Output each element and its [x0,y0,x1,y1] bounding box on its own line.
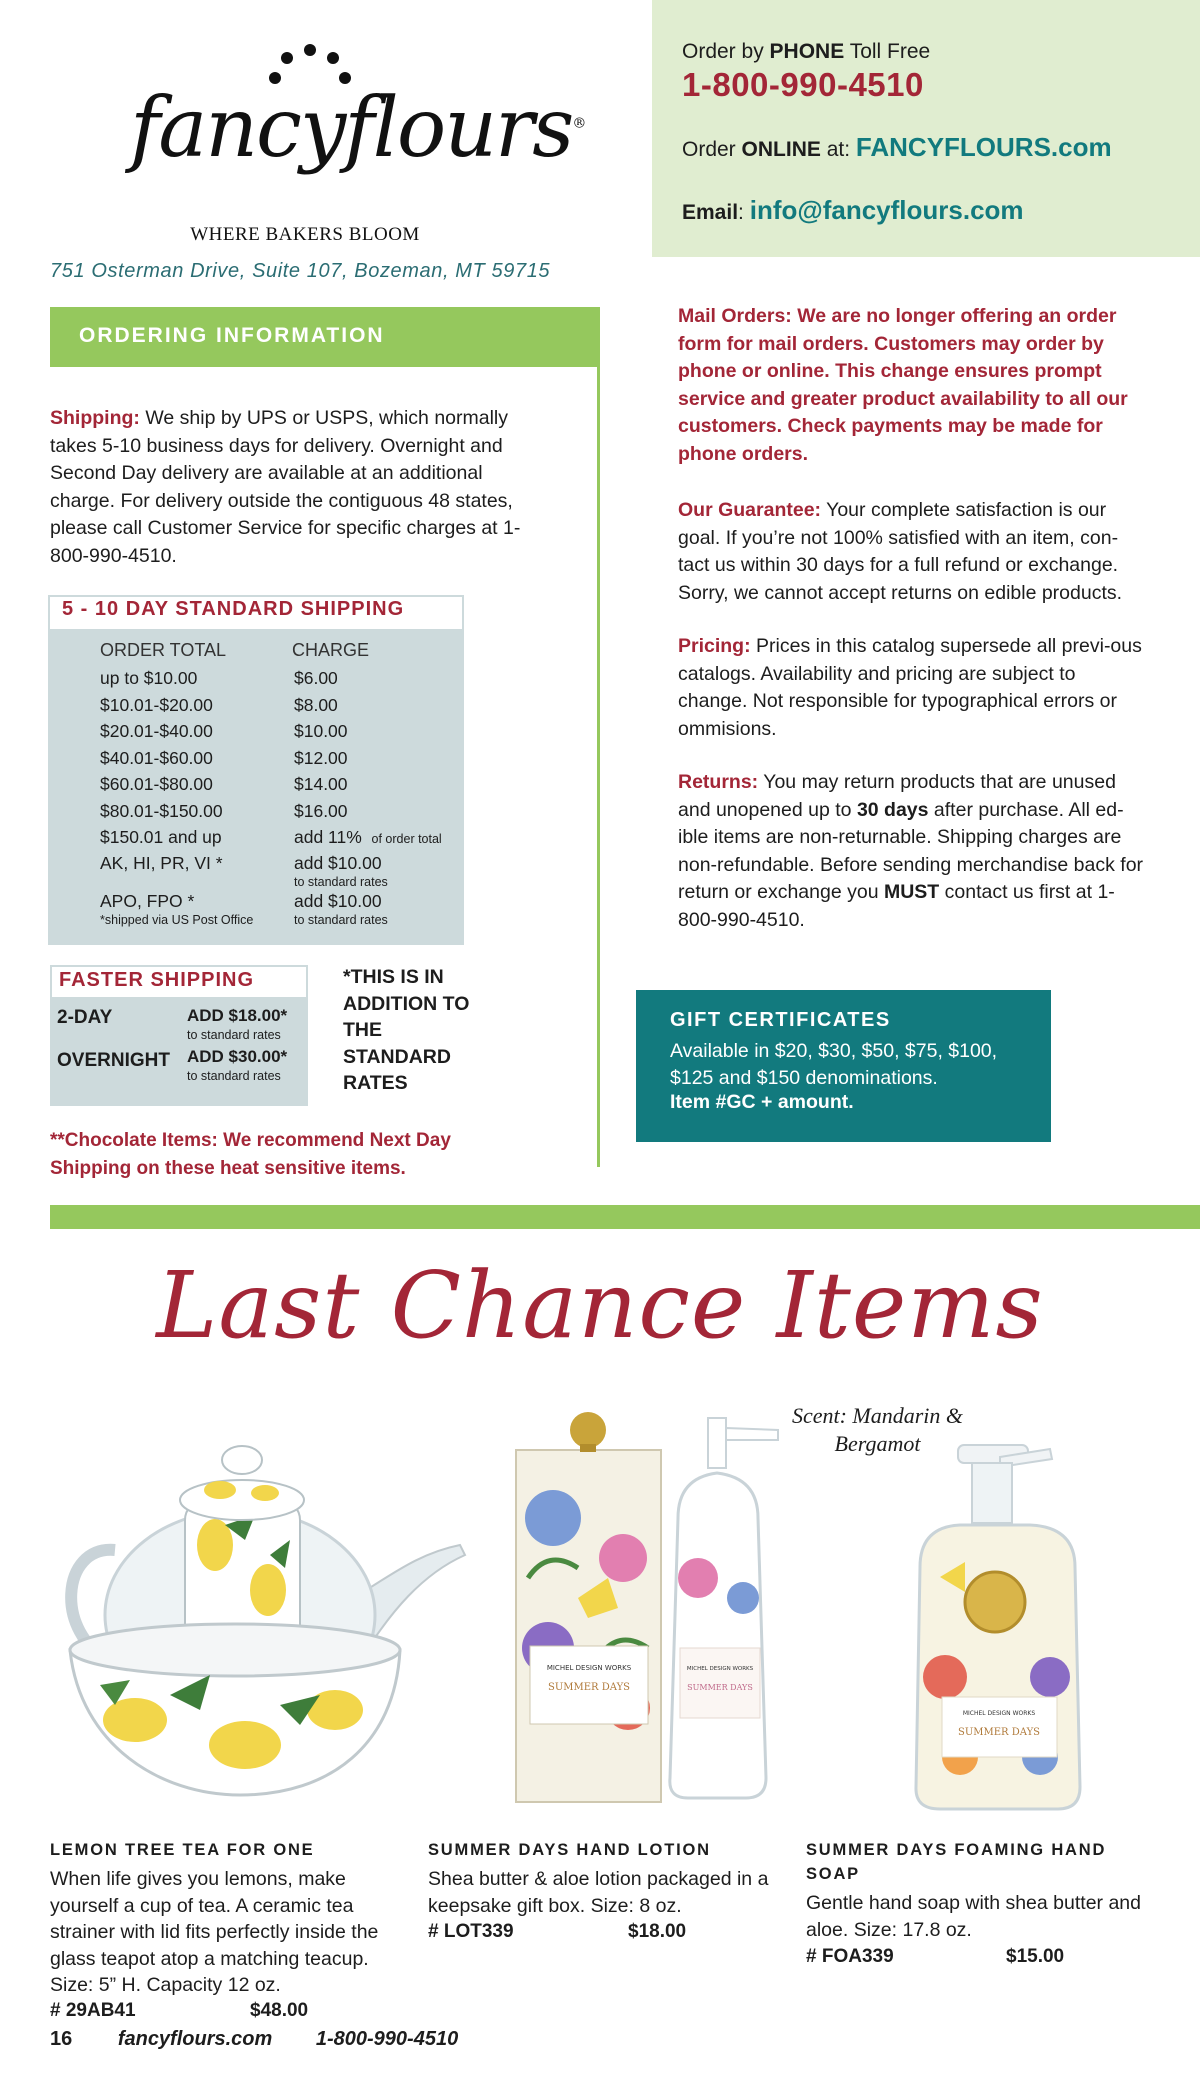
product-title[interactable]: LEMON TREE TEA FOR ONE [50,1841,315,1859]
email-line [682,195,1024,226]
standard-shipping-title: 5 - 10 DAY STANDARD SHIPPING [62,598,405,620]
order-total-cell: $20.01-$40.00 [100,721,213,741]
guarantee-paragraph [678,497,1148,607]
order-by-phone-line [682,40,930,64]
order-by-text: Order by [682,40,764,63]
charge-header: CHARGE [292,640,370,660]
returns-text-b: after purchase. All ed-ible items are non-returnable. Shipping charges are non-refundable. Before sending merchandise back for return or exchange you [678,798,1144,903]
charge-cell: add $10.00 [294,853,382,873]
product-price: $15.00 [1006,1946,1065,1967]
charge-cell: $12.00 [294,747,348,768]
box-label-line: SUMMER DAYS [547,1682,631,1693]
charge-note: to standard rates [294,875,388,889]
overnight-note: to standard rates [187,1069,281,1083]
order-total-cell: $10.01-$20.00 [100,694,213,715]
order-total-cell: $60.01-$80.00 [100,774,213,794]
bottle-label-brand: MICHEL DESIGN WORKS [686,1666,754,1672]
contact-phone[interactable]: 1-800-990-4510 [682,66,924,103]
toll-free-text: Toll Free [849,40,931,63]
chocolate-note: **Chocolate Items: We recommend Next Day Shipping on these heat sensitive items. [50,1130,451,1179]
order-total-header: ORDER TOTAL [100,640,227,660]
pricing-label: Pricing: [678,635,751,657]
scent-note: Scent: Mandarin & Bergamot [791,1403,964,1456]
hand-lotion-image[interactable] [508,1408,818,1808]
returns-paragraph [678,769,1148,934]
at-text: at: [826,138,851,161]
product-sku: # 29AB41 [50,2000,136,2021]
two-day-value: ADD $18.00* [187,1006,288,1025]
product-description: When life gives you lemons, make yourself a cup of tea. A ceramic tea strainer with lid fits perfectly inside the glass teapot atop a matching teacup. Size: 5” H. Capacity 12 oz. [50,1868,379,1996]
product-sku: # LOT339 [428,1921,514,1942]
footer-phone[interactable]: 1-800-990-4510 [315,2028,459,2050]
order-word: Order [682,138,736,161]
charge-cell [294,827,442,848]
shipping-label: Shipping: [50,407,140,429]
total-note: *shipped via US Post Office [100,913,254,927]
returns-label: Returns: [678,771,759,793]
website-link[interactable]: FANCYFLOURS.com [855,132,1112,162]
brand-name: fancyflours [130,81,573,176]
charge-cell: $6.00 [294,668,338,688]
email-link[interactable]: info@fancyflours.com [749,195,1024,225]
returns-text-a: You may return products that are unused and unopened up to [678,771,1116,821]
overnight-label: OVERNIGHT [57,1050,170,1071]
product-title[interactable]: SUMMER DAYS HAND LOTION [428,1841,711,1859]
online-label: ONLINE [741,138,821,161]
two-day-note: to standard rates [187,1028,281,1042]
phone-label: PHONE [769,40,845,63]
charge-cell: $14.00 [294,774,348,794]
product-description: Shea butter & aloe lotion packaged in a keepsake gift box. Size: 8 oz. [428,1868,769,1917]
pricing-paragraph [678,633,1148,743]
guarantee-label: Our Guarantee: [678,499,822,521]
gift-title: GIFT CERTIFICATES [670,1009,891,1031]
page-number: 16 [50,2028,73,2050]
charge-cell: $8.00 [294,694,338,715]
shipping-text: We ship by UPS or USPS, which normally takes 5-10 business days for delivery. Overnight and Second Day delivery are available at an additional charge. For delivery outside the contiguous 48 states, please call Customer Service for specific charges at 1-800-990-4510. [50,407,521,567]
lemon-tea-set-image[interactable] [40,1405,480,1800]
soap-label-line: SUMMER DAYS [957,1727,1041,1738]
guarantee-text: Your complete satisfaction is our goal. If you’re not 100% satisfied with an item, con-tact us within 30 days for a full refund or exchange. Sorry, we cannot accept returns on edible products. [678,499,1123,604]
returns-must: MUST [883,881,940,903]
order-total-cell: up to $10.00 [100,668,198,688]
two-day-label: 2-DAY [57,1007,113,1028]
gift-item-code: Item #GC + amount. [670,1091,854,1113]
email-colon: : [738,201,744,224]
charge-value: add 11% [294,827,362,847]
bottle-label-line: SUMMER DAYS [687,1683,753,1692]
soap-label-brand: MICHEL DESIGN WORKS [962,1710,1036,1717]
brand-tagline: WHERE BAKERS BLOOM [190,224,420,245]
overnight-value: ADD $30.00* [187,1047,288,1066]
returns-days: 30 days [856,798,929,821]
foaming-soap-image[interactable] [900,1437,1100,1817]
order-total-cell: APO, FPO * [100,891,195,911]
addition-note: *THIS IS IN ADDITION TO THE STANDARD RATES [343,966,470,1094]
section-divider-bar [50,1205,1200,1229]
charge-cell: $16.00 [294,800,348,821]
last-chance-title: Last Chance Items [156,1252,1044,1359]
shipping-paragraph [50,405,550,570]
product-title[interactable]: SUMMER DAYS FOAMING HAND SOAP [806,1841,1107,1883]
charge-cell: $10.00 [294,721,348,741]
footer-site[interactable]: fancyflours.com [117,2028,273,2050]
faster-shipping-title: FASTER SHIPPING [59,969,255,991]
product-price: $48.00 [250,2000,309,2021]
charge-note: of order total [371,832,442,846]
product-sku: # FOA339 [806,1946,894,1967]
page-footer [50,2028,458,2051]
brand-logo [130,81,587,176]
order-total-cell: $150.01 and up [100,827,222,847]
pricing-text: Prices in this catalog supersede all previ-ous catalogs. Availability and pricing are subject to change. Not responsible for typographical errors or ommisions. [678,635,1142,740]
order-total-cell: AK, HI, PR, VI * [100,853,223,873]
product-description: Gentle hand soap with shea butter and aloe. Size: 17.8 oz. [806,1892,1141,1941]
column-divider [597,307,600,1167]
gift-text: Available in $20, $30, $50, $75, $100, $125 and $150 denominations. [670,1040,998,1089]
mail-orders-notice: Mail Orders: We are no longer offering an order form for mail orders. Customers may order by phone or online. This change ensures prompt service and greater product availability to all our customers. Check payments may be made for phone orders. [678,305,1128,465]
box-label-brand: MICHEL DESIGN WORKS [546,1664,632,1672]
company-address: 751 Osterman Drive, Suite 107, Bozeman, MT 59715 [50,260,551,282]
order-total-cell: $80.01-$150.00 [100,800,223,821]
email-label: Email [682,201,739,224]
charge-note: to standard rates [294,913,388,927]
registered-mark: ® [572,115,587,132]
ordering-title: ORDERING INFORMATION [79,324,385,347]
charge-cell: add $10.00 [294,891,382,911]
product-price: $18.00 [628,1921,687,1942]
returns-text-c: contact us first at 1-800-990-4510. [678,881,1115,931]
order-online-line [682,132,1112,163]
order-total-cell: $40.01-$60.00 [100,747,213,768]
